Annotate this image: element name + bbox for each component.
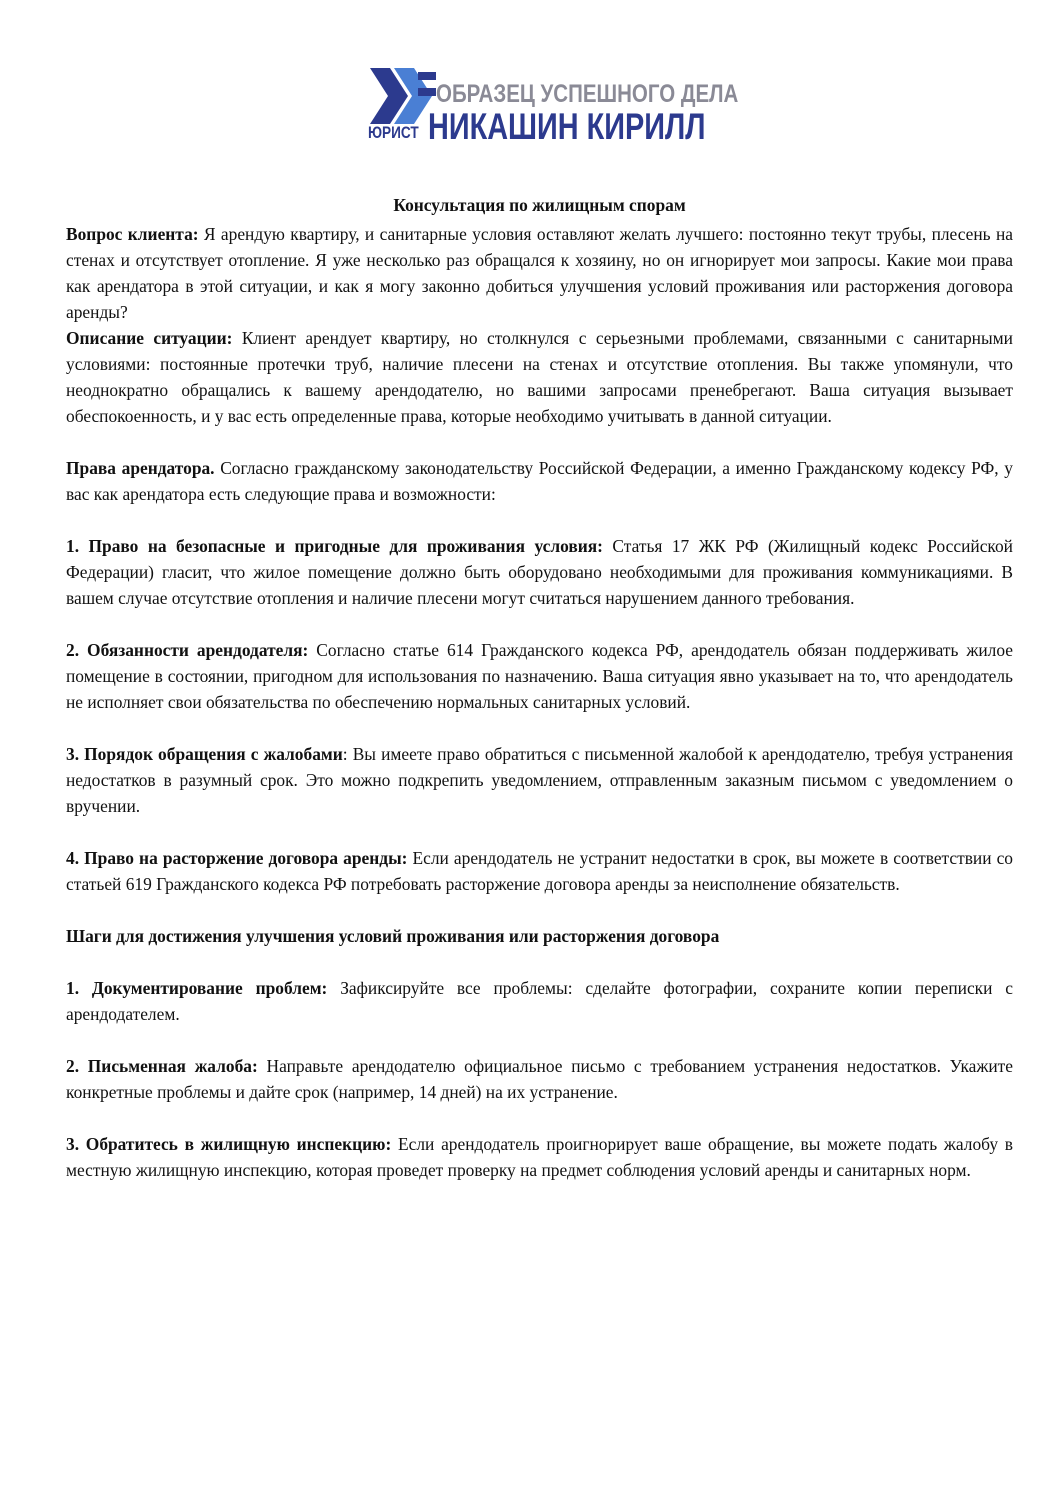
right-text: Статья 17 ЖК РФ (Жилищный кодекс Российской Федерации) гласит, что жилое помещение должно быть оборудовано необходимыми для проживания коммуникациями. В вашем случае отсутствие отопления и наличие плесени могут считаться нарушением данного требования. (66, 536, 1013, 608)
client-question (66, 221, 1013, 325)
situation-text: Клиент арендует квартиру, но столкнулся с серьезными проблемами, связанными с санитарными условиями: постоянные протечки труб, наличие плесени на стенах и отсутствие отопления. Вы также упомянули, что неоднократно обращались к вашему арендодателю, но вашими запросами пренебрегают. Ваша ситуация вызывает обеспокоенность, и у вас есть определенные права, которые необходимо учитывать в данной ситуации. (66, 328, 1013, 426)
steps-heading: Шаги для достижения улучшения условий проживания или расторжения договора (66, 926, 720, 946)
right-text: Если арендодатель не устранит недостатки в срок, вы можете в соответствии со статьей 619 Гражданского кодекса РФ потребовать расторжение договора аренды за неисполнение обязательств. (66, 848, 1014, 894)
right-text: : Вы имеете право обратиться с письменной жалобой к арендодателю, требуя устранения недостатков в разумный срок. Это можно подкрепить уведомлением, отправленным заказным письмом с уведомлением о вручении. (66, 744, 1013, 816)
right-item (66, 533, 1013, 611)
step-item (66, 975, 1013, 1027)
logo-tagline: ОБРАЗЕЦ УСПЕШНОГО ДЕЛА (436, 80, 739, 108)
right-item (66, 741, 1013, 819)
rights-intro-label: Права арендатора. (66, 458, 215, 478)
right-item (66, 845, 1013, 897)
step-label: 3. Обратитесь в жилищную инспекцию: (66, 1134, 392, 1154)
situation-label: Описание ситуации: (66, 328, 233, 348)
step-label: 2. Письменная жалоба: (66, 1056, 258, 1076)
step-item (66, 1053, 1013, 1105)
step-text: Зафиксируйте все проблемы: сделайте фотографии, сохраните копии переписки с арендодателем. (66, 978, 1013, 1024)
question-label: Вопрос клиента: (66, 224, 199, 244)
right-label: 4. Право на расторжение договора аренды: (66, 848, 408, 868)
page-title: Консультация по жилищным спорам (393, 195, 686, 215)
step-text: Направьте арендодателю официальное письмо с требованием устранения недостатков. Укажите конкретные проблемы и дайте срок (например, 14 дней) на их устранение. (66, 1056, 1013, 1102)
logo-name: НИКАШИН КИРИЛЛ (428, 106, 706, 147)
right-label: 3. Порядок обращения с жалобами (66, 744, 343, 764)
right-text: Согласно статье 614 Гражданского кодекса РФ, арендодатель обязан поддерживать жилое помещение в состоянии, пригодном для использования по назначению. Ваша ситуация явно указывает на то, что арендодатель не исполняет свои обязательства по обеспечению нормальных санитарных условий. (66, 640, 1013, 712)
right-label: 1. Право на безопасные и пригодные для проживания условия: (66, 536, 603, 556)
situation-description (66, 325, 1013, 429)
question-text: Я арендую квартиру, и санитарные условия оставляют желать лучшего: постоянно текут трубы, плесень на стенах и отсутствует отопление. Я уже несколько раз обращался к хозяину, но он игнорирует мои запросы. Какие мои права как арендатора в этой ситуации, и как я могу законно добиться улучшения условий проживания или расторжения договора аренды? (66, 224, 1013, 322)
right-label: 2. Обязанности арендодателя: (66, 640, 309, 660)
document-body (66, 192, 1013, 1183)
step-label: 1. Документирование проблем: (66, 978, 328, 998)
step-text: Если арендодатель проигнорирует ваше обращение, вы можете подать жалобу в местную жилищную инспекцию, которая проведет проверку на предмет соблюдения условий аренды и санитарных норм. (66, 1134, 1013, 1180)
step-item (66, 1131, 1013, 1183)
logo-profession: ЮРИСТ (368, 123, 419, 142)
right-item (66, 637, 1013, 715)
rights-intro (66, 455, 1013, 507)
rights-intro-text: Согласно гражданскому законодательству Российской Федерации, а именно Гражданскому кодексу РФ, у вас как арендатора есть следующие права и возможности: (66, 458, 1013, 504)
logo (368, 66, 739, 154)
